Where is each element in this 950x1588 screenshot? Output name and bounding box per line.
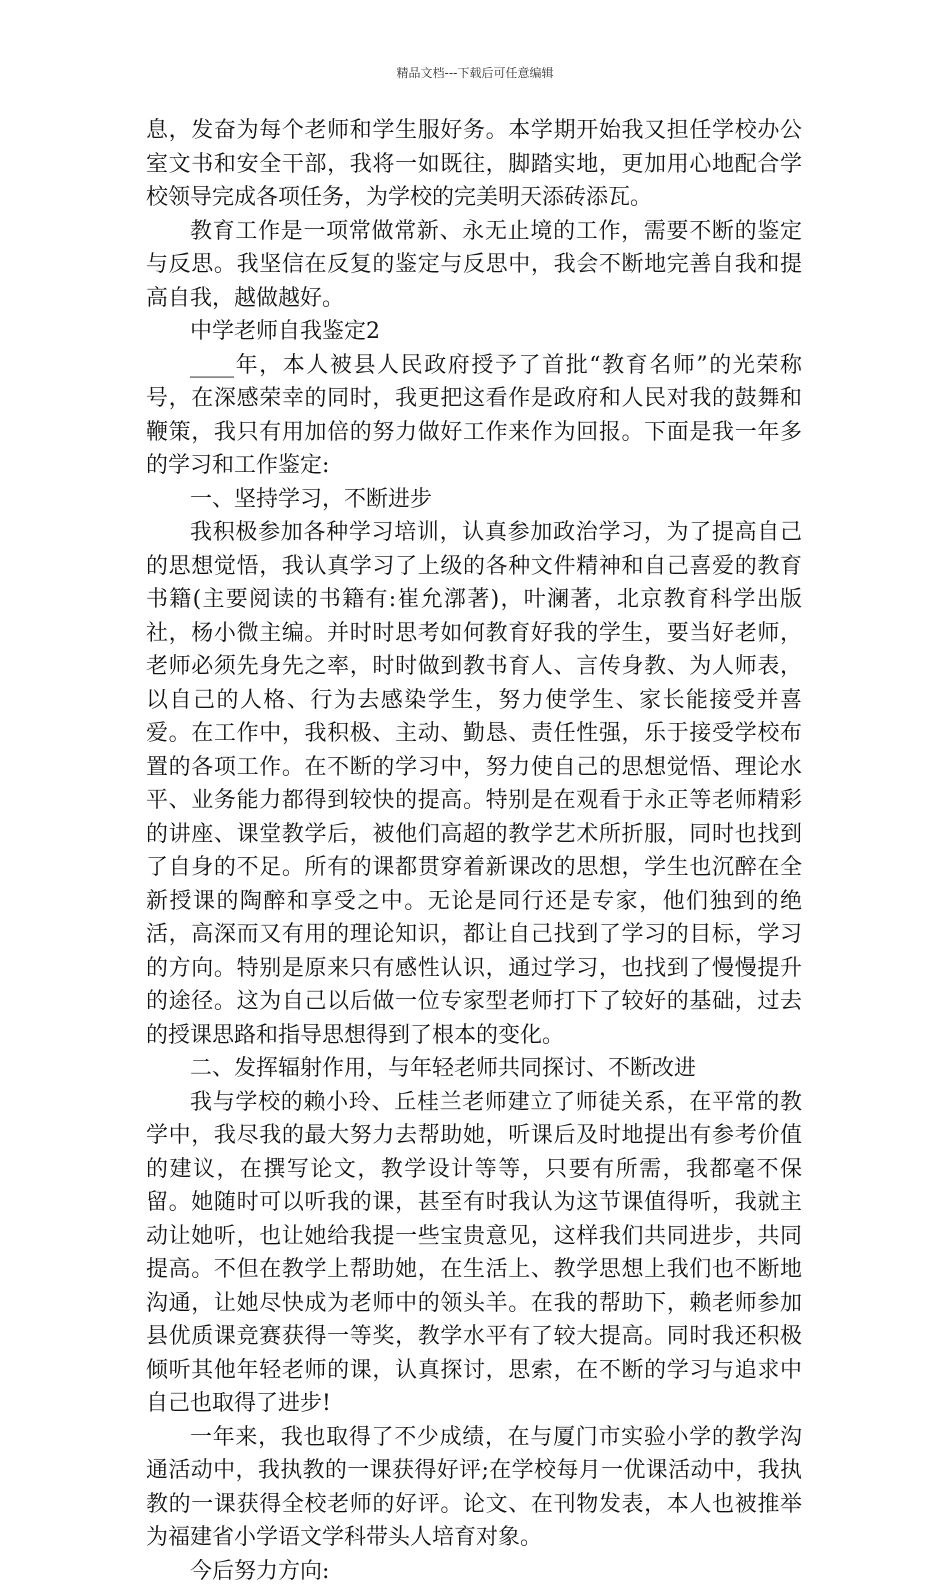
heading-2: 二、发挥辐射作用，与年轻老师共同探讨、不断改进 (146, 1052, 802, 1086)
paragraph-achievements: 一年来，我也取得了不少成绩，在与厦门市实验小学的教学沟通活动中，我执教的一课获得好评;在学校每月一优课活动中，我执教的一课获得全校老师的好评。论文、在刊物发表，本人也被推举为福建省小学语文学科带头人培育对象。 (146, 1421, 802, 1555)
page-header: 精品文档---下载后可任意编辑 (0, 64, 950, 81)
paragraph-study: 我积极参加各种学习培训，认真参加政治学习，为了提高自己的思想觉悟，我认真学习了上级的各种文件精神和自己喜爱的教育书籍(主要阅读的书籍有:崔允漷著)，叶澜著，北京教育科学出版社，杨小微主编。并时时思考如何教育好我的学生，要当好老师，老师必须先身先之率，时时做到教书育人、言传身教、为人师表，以自己的人格、行为去感染学生，努力使学生、家长能接受并喜爱。在工作中，我积极、主动、勤恳、责任性强，乐于接受学校布置的各项工作。在不断的学习中，努力使自己的思想觉悟、理论水平、业务能力都得到较快的提高。特别是在观看于永正等老师精彩的讲座、课堂教学后，被他们高超的教学艺术所折服，同时也找到了自身的不足。所有的课都贯穿着新课改的思想，学生也沉醉在全新授课的陶醉和享受之中。无论是同行还是专家，他们独到的绝活，高深而又有用的理论知识，都让自己找到了学习的目标，学习的方向。特别是原来只有感性认识，通过学习，也找到了慢慢提升的途径。这为自己以后做一位专家型老师打下了较好的基础，过去的授课思路和指导思想得到了根本的变化。 (146, 516, 802, 1052)
document-body (146, 114, 802, 1588)
paragraph-reflection: 教育工作是一项常做常新、永无止境的工作，需要不断的鉴定与反思。我坚信在反复的鉴定与反思中，我会不断地完善自我和提高自我，越做越好。 (146, 215, 802, 316)
section-title: 中学老师自我鉴定2 (146, 315, 802, 349)
paragraph-future: 今后努力方向: (146, 1555, 802, 1588)
heading-1: 一、坚持学习，不断进步 (146, 483, 802, 517)
paragraph-mentoring: 我与学校的赖小玲、丘桂兰老师建立了师徒关系，在平常的教学中，我尽我的最大努力去帮助她，听课后及时地提出有参考价值的建议，在撰写论文，教学设计等等，只要有所需，我都毫不保留。她随时可以听我的课，甚至有时我认为这节课值得听，我就主动让她听，也让她给我提一些宝贵意见，这样我们共同进步，共同提高。不但在教学上帮助她，在生活上、教学思想上我们也不断地沟通，让她尽快成为老师中的领头羊。在我的帮助下，赖老师参加县优质课竞赛获得一等奖，教学水平有了较大提高。同时我还积极倾听其他年轻老师的课，认真探讨，思索，在不断的学习与追求中自己也取得了进步! (146, 1086, 802, 1421)
paragraph-intro: ____年，本人被县人民政府授予了首批“教育名师”的光荣称号，在深感荣幸的同时，我更把这看作是政府和人民对我的鼓舞和鞭策，我只有用加倍的努力做好工作来作为回报。下面是我一年多的学习和工作鉴定: (146, 349, 802, 483)
paragraph-continuation: 息，发奋为每个老师和学生服好务。本学期开始我又担任学校办公室文书和安全干部，我将一如既往，脚踏实地，更加用心地配合学校领导完成各项任务，为学校的完美明天添砖添瓦。 (146, 114, 802, 215)
